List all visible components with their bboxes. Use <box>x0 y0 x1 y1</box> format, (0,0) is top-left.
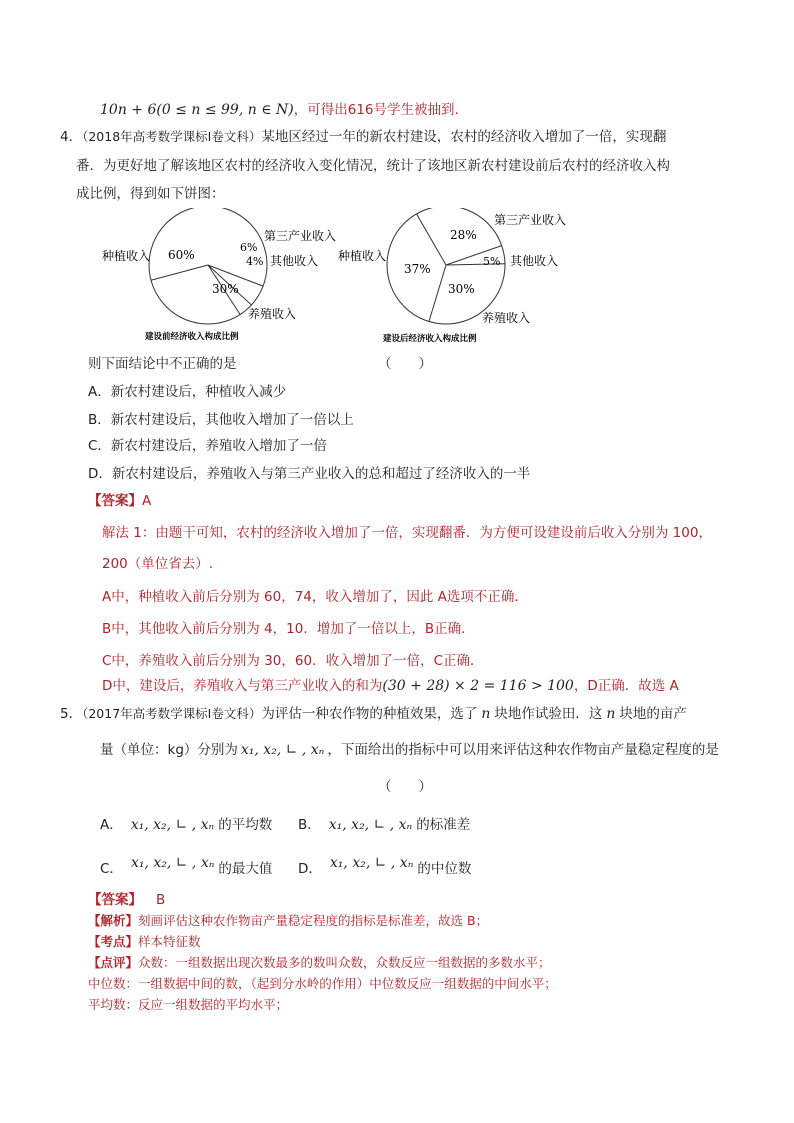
pie-charts <box>0 208 794 348</box>
q4-option-a: A．新农村建设后，种植收入减少 <box>88 384 287 400</box>
q4-solution-d <box>102 677 679 695</box>
q5-xs: x₁, x₂, ∟ , xₙ <box>240 742 325 758</box>
q5-option-a-post: 的平均数 <box>218 817 273 833</box>
q5-option-b <box>298 816 470 834</box>
q5-analysis-text: 刻画评估这种农作物亩产量稳定程度的指标是标准差，故选 B； <box>138 913 489 928</box>
q4-option-d: D．新农村建设后，养殖收入与第三产业收入的总和超过了经济收入的一半 <box>88 466 531 482</box>
q5-option-b-pre: B． <box>298 817 321 833</box>
q4-option-b: B．新农村建设后，其他收入增加了一倍以上 <box>88 412 354 428</box>
q4-solution-d-post: ，D正确．故选 A <box>573 678 679 694</box>
q5-paren: （ ） <box>378 779 432 795</box>
q5-point <box>88 933 201 951</box>
q5-comment-line2: 中位数：一组数据中间的数，（起到分水岭的作用）中位数反应一组数据的中间水平； <box>88 976 557 991</box>
q5-analysis <box>88 912 488 930</box>
q5-option-c-xs: x₁, x₂, ∟ , xₙ <box>130 855 215 871</box>
q5-answer-value: B <box>156 892 166 908</box>
pie-before-caption: 建设前经济收入构成比例 <box>145 332 239 342</box>
pie-before-slice-label-other: 4% <box>246 255 264 268</box>
pie-before-name-tertiary: 第三产业收入 <box>264 229 337 243</box>
q5-line1 <box>60 705 687 723</box>
q4-line3: 成比例，得到如下饼图： <box>76 186 225 202</box>
q5-comment-text1: 众数：一组数据出现次数最多的数叫众数，众数反应一组数据的多数水平； <box>138 955 551 970</box>
q5-option-a-xs: x₁, x₂, ∟ , xₙ <box>130 817 215 833</box>
q4-answer-value: A <box>142 493 152 509</box>
q5-option-d-post: 的中位数 <box>417 861 472 877</box>
q5-option-b-post: 的标准差 <box>416 817 471 833</box>
q5-line2 <box>100 741 719 759</box>
top-line <box>100 101 459 119</box>
q5-n-1: n <box>481 706 491 722</box>
q5-option-d <box>298 855 472 878</box>
q5-source: （2017年高考数学课标Ⅰ卷文科） <box>82 706 262 721</box>
q5-text1b: 块地作试验田．这 <box>494 706 603 722</box>
q4-solution-line1: 解法 1：由题干可知，农村的经济收入增加了一倍，实现翻番．为方便可设建设前后收入分别为 100， <box>102 525 712 541</box>
q5-comment-line3: 平均数：反应一组数据的平均水平； <box>88 997 289 1012</box>
pie-after-slice-label-other: 5% <box>483 255 501 268</box>
q4-solution-d-math: (30 + 28) × 2 = 116 > 100 <box>382 678 574 694</box>
pie-after-caption: 建设后经济收入构成比例 <box>383 334 477 344</box>
q4-answer-label: 【答案】 <box>88 493 142 509</box>
pie-before-slice-label-planting: 60% <box>168 248 195 262</box>
pie-after-slice-label-planting: 37% <box>404 262 431 276</box>
q5-option-c <box>100 855 273 878</box>
pie-before-name-other: 其他收入 <box>270 254 319 268</box>
pie-before-slice-label-tertiary: 6% <box>240 241 258 254</box>
q5-analysis-label: 【解析】 <box>88 913 139 928</box>
q4-solution-d-pre: D中，建设后，养殖收入与第三产业收入的和为 <box>102 678 383 694</box>
pie-before-name-breeding: 养殖收入 <box>248 307 297 321</box>
q5-point-label: 【考点】 <box>88 934 139 949</box>
q5-text1a: 为评估一种农作物的种植效果，选了 <box>261 706 478 722</box>
q5-option-b-xs: x₁, x₂, ∟ , xₙ <box>328 817 413 833</box>
pie-after-name-other: 其他收入 <box>510 254 559 268</box>
q4-solution-b: B中，其他收入前后分别为 4，10．增加了一倍以上，B正确． <box>102 621 475 637</box>
pie-before <box>102 208 336 342</box>
pie-after-divider-1 <box>417 214 447 265</box>
q5-comment <box>88 954 551 972</box>
pie-after-slice-label-breeding: 30% <box>448 282 475 296</box>
q4-answer <box>88 492 151 510</box>
q5-option-c-post: 的最大值 <box>218 861 273 877</box>
q5-answer-label: 【答案】 <box>88 892 142 908</box>
top-tail: ，可得出616号学生被抽到. <box>293 102 459 118</box>
q5-text1c: 块地的亩产 <box>619 706 687 722</box>
q4-paren: （ ） <box>378 356 432 372</box>
q5-answer <box>88 891 165 909</box>
q4-question: 则下面结论中不正确的是 <box>88 356 237 372</box>
top-formula: 10n + 6(0 ≤ n ≤ 99, n ∈ N) <box>100 102 294 118</box>
q5-text2a: 量（单位：kg）分别为 <box>100 742 238 758</box>
q4-solution-a: A中，种植收入前后分别为 60，74，收入增加了，因此 A选项不正确． <box>102 589 528 605</box>
pie-after-name-breeding: 养殖收入 <box>482 311 531 325</box>
q4-line1 <box>60 128 666 146</box>
q4-solution-line2: 200（单位省去）. <box>102 556 214 572</box>
q5-option-d-xs: x₁, x₂, ∟ , xₙ <box>329 855 414 871</box>
q4-solution-c: C中，养殖收入前后分别为 30，60．收入增加了一倍，C正确． <box>102 653 484 669</box>
q4-source: （2018年高考数学课标Ⅰ卷文科） <box>82 129 262 144</box>
q5-point-text: 样本特征数 <box>138 934 201 949</box>
q5-option-d-pre: D． <box>298 861 322 877</box>
q4-option-c: C．新农村建设后，养殖收入增加了一倍 <box>88 438 327 454</box>
q5-option-a <box>100 816 272 834</box>
pie-after-divider-4 <box>429 265 446 321</box>
q4-line2: 番．为更好地了解该地区农村的经济收入变化情况，统计了该地区新农村建设前后农村的经济收入构 <box>76 158 670 174</box>
pie-after-name-planting: 种植收入 <box>338 249 387 263</box>
pie-after-slice-label-tertiary: 28% <box>450 228 477 242</box>
q5-comment-label: 【点评】 <box>88 955 139 970</box>
q4-text1: 某地区经过一年的新农村建设，农村的经济收入增加了一倍，实现翻 <box>261 129 667 145</box>
q5-option-a-pre: A． <box>100 817 123 833</box>
q5-option-c-pre: C． <box>100 861 123 877</box>
pie-before-divider-1 <box>151 265 208 280</box>
q5-number: 5． <box>60 706 83 722</box>
pie-after <box>338 208 566 344</box>
q5-n-2: n <box>606 706 616 722</box>
q4-number: 4． <box>60 129 83 145</box>
pie-after-name-tertiary: 第三产业收入 <box>494 213 567 227</box>
q5-text2b: ，下面给出的指标中可以用来评估这种农作物亩产量稳定程度的是 <box>327 742 719 758</box>
pie-before-slice-label-breeding: 30% <box>212 282 239 296</box>
pie-before-name-planting: 种植收入 <box>102 249 151 263</box>
